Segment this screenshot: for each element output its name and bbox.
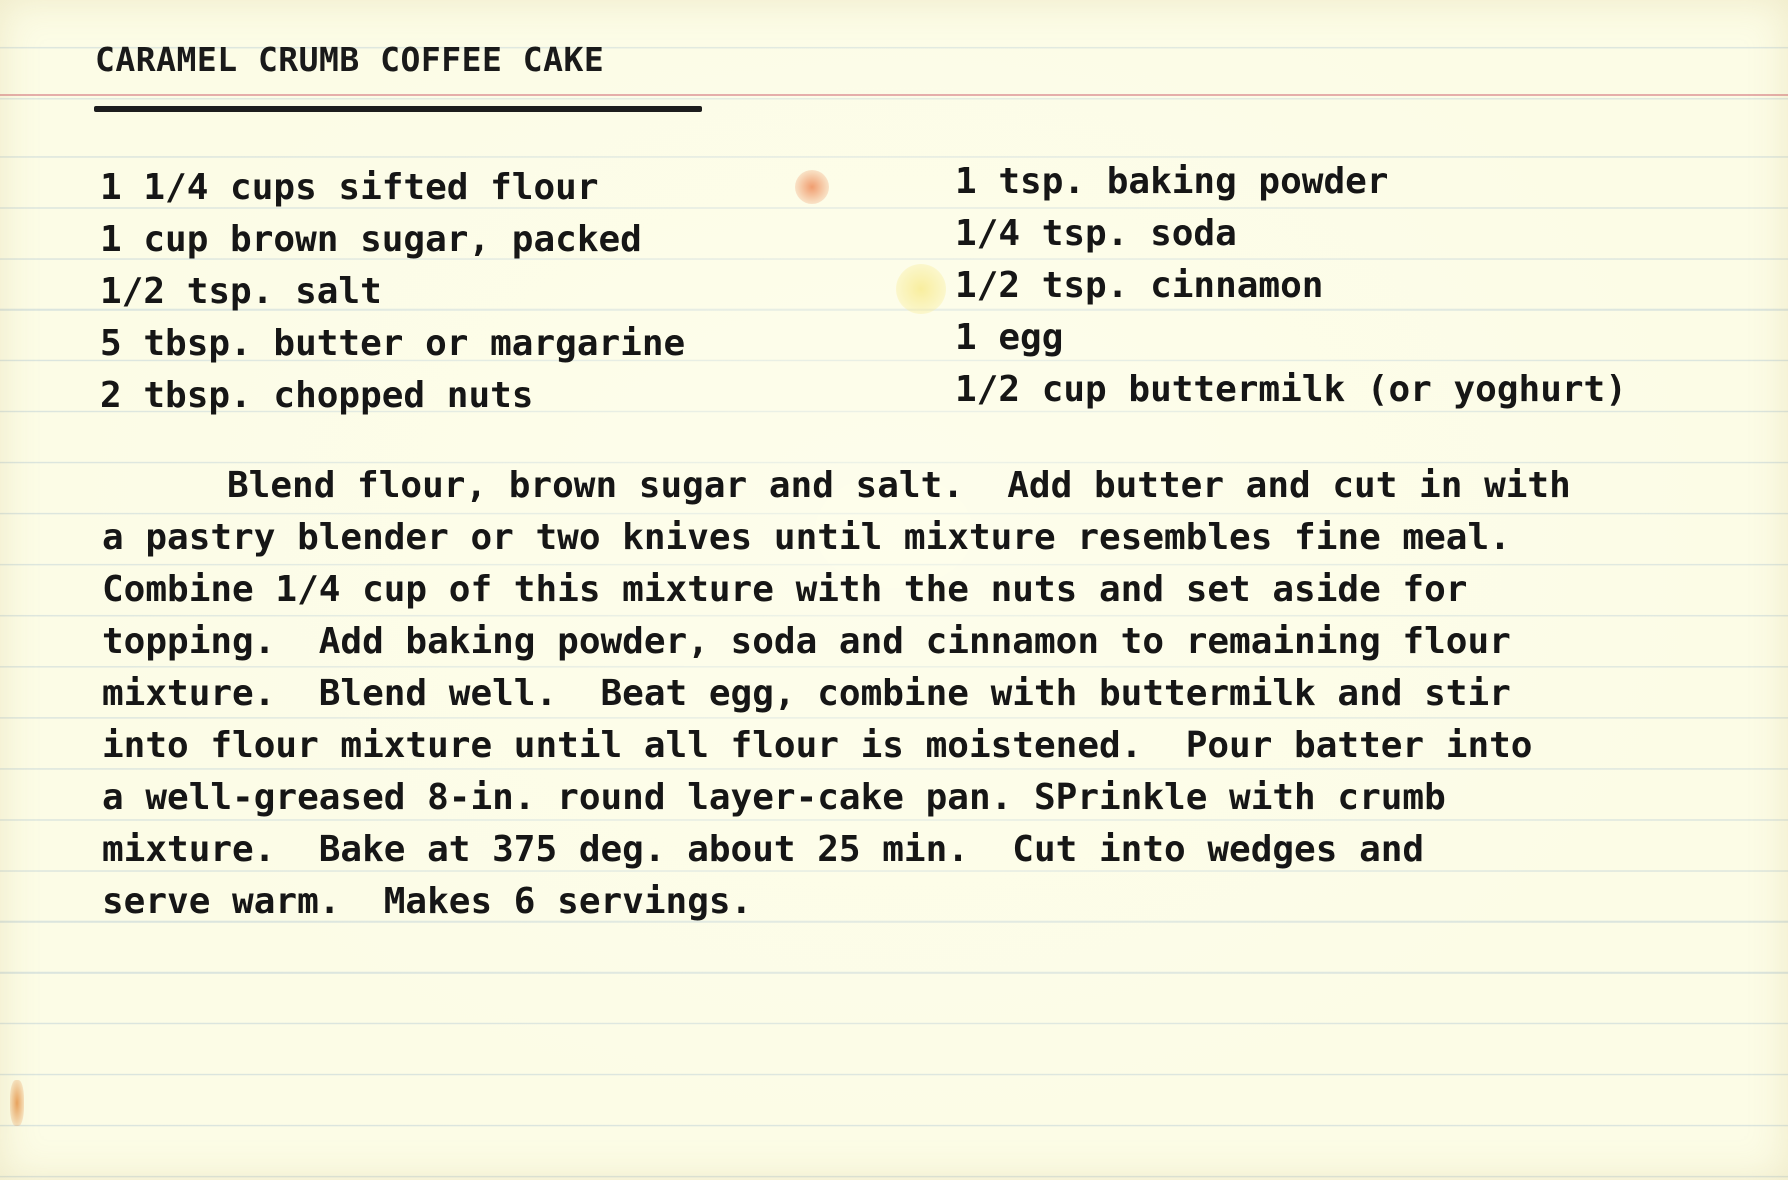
method-line: into flour mixture until all flour is moistened. Pour batter into xyxy=(102,725,1533,766)
title-underline xyxy=(94,106,702,112)
method-line: mixture. Blend well. Beat egg, combine with buttermilk and stir xyxy=(102,673,1511,714)
method-line: Blend flour, brown sugar and salt. Add butter and cut in with xyxy=(227,465,1571,506)
edge-stain xyxy=(10,1080,24,1126)
yellow-stain xyxy=(896,264,946,314)
method-line: a pastry blender or two knives until mixture resembles fine meal. xyxy=(102,517,1511,558)
orange-stain xyxy=(795,170,829,204)
method-line: Combine 1/4 cup of this mixture with the nuts and set aside for xyxy=(102,569,1468,610)
ingredient-item: 1 tsp. baking powder xyxy=(955,161,1389,202)
ingredient-item: 1/2 tsp. cinnamon xyxy=(955,265,1324,306)
recipe-title: CARAMEL CRUMB COFFEE CAKE xyxy=(95,40,605,79)
ingredient-item: 1/2 cup buttermilk (or yoghurt) xyxy=(955,369,1627,410)
ingredients-right-column xyxy=(955,156,1627,416)
ingredient-item: 1/4 tsp. soda xyxy=(955,213,1237,254)
ingredients-left-column xyxy=(100,162,685,422)
ingredient-item: 1 egg xyxy=(955,317,1064,358)
method-line: serve warm. Makes 6 servings. xyxy=(102,881,753,922)
method-paragraph xyxy=(102,460,1782,928)
ingredient-item: 2 tbsp. chopped nuts xyxy=(100,375,534,416)
header-rule-line xyxy=(0,94,1788,96)
method-line: a well-greased 8-in. round layer-cake pan. SPrinkle with crumb xyxy=(102,777,1446,818)
ingredient-item: 1 1/4 cups sifted flour xyxy=(100,167,599,208)
ingredient-item: 5 tbsp. butter or margarine xyxy=(100,323,686,364)
ingredient-item: 1/2 tsp. salt xyxy=(100,271,382,312)
method-line: topping. Add baking powder, soda and cinnamon to remaining flour xyxy=(102,621,1511,662)
ingredient-item: 1 cup brown sugar, packed xyxy=(100,219,642,260)
method-line: mixture. Bake at 375 deg. about 25 min. Cut into wedges and xyxy=(102,829,1425,870)
